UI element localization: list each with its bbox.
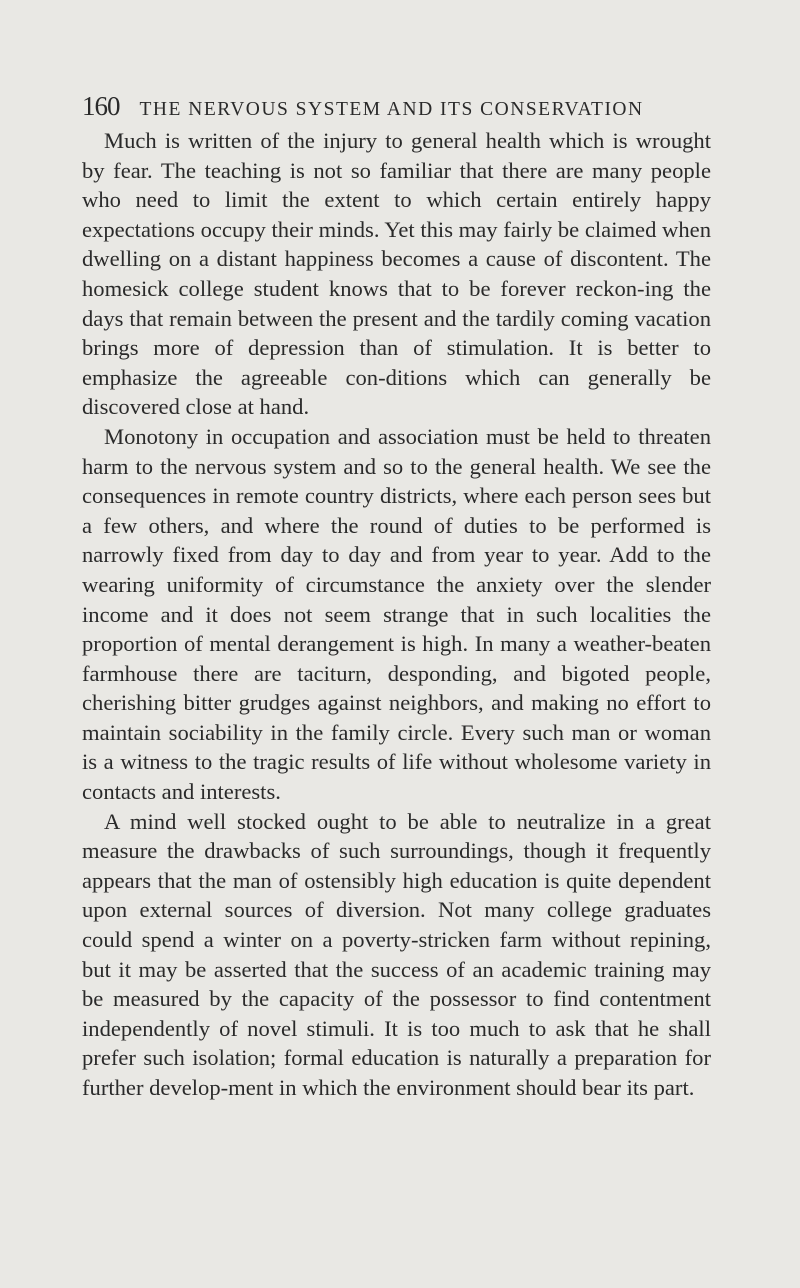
running-title: THE NERVOUS SYSTEM AND ITS CONSERVATION [139, 99, 644, 120]
paragraph-3: A mind well stocked ought to be able to neutralize in a great measure the drawbacks of such surroundings, though it frequently appears that the man of ostensibly high education is quite dependent upon external sources of diversion. Not many college graduates could spend a winter on a poverty-stricken farm without repining, but it may be asserted that the success of an academic training may be measured by the capacity of the possessor to find contentment independently of novel stimuli. It is too much to ask that he shall prefer such isolation; formal education is naturally a preparation for further develop-ment in which the environment should bear its part. [82, 808, 711, 1100]
paragraph-1: Much is written of the injury to general health which is wrought by fear. The teaching is not so familiar that there are many people who need to limit the extent to which certain entirely happy expectations occupy their minds. Yet this may fairly be claimed when dwelling on a distant happiness becomes a cause of discontent. The homesick college student knows that to be forever reckon-ing the days that remain between the present and the tardily coming vacation brings more of depression than of stimulation. It is better to emphasize the agreeable con-ditions which can generally be discovered close at hand. [82, 128, 711, 420]
paragraph-2: Monotony in occupation and association must be held to threaten harm to the nervous system and so to the general health. We see the consequences in remote country districts, where each person sees but a few others, and where the round of duties to be performed is narrowly fixed from day to day and from year to year. Add to the wearing uniformity of circumstance the anxiety over the slender income and it does not seem strange that in such localities the proportion of mental derangement is high. In many a weather-beaten farmhouse there are taciturn, desponding, and bigoted people, cherishing bitter grudges against neighbors, and making no effort to maintain sociability in the family circle. Every such man or woman is a witness to the tragic results of life without wholesome variety in contacts and interests. [82, 423, 711, 805]
running-head [82, 88, 722, 124]
body-text [82, 126, 711, 1103]
page-number: 160 [82, 91, 120, 121]
